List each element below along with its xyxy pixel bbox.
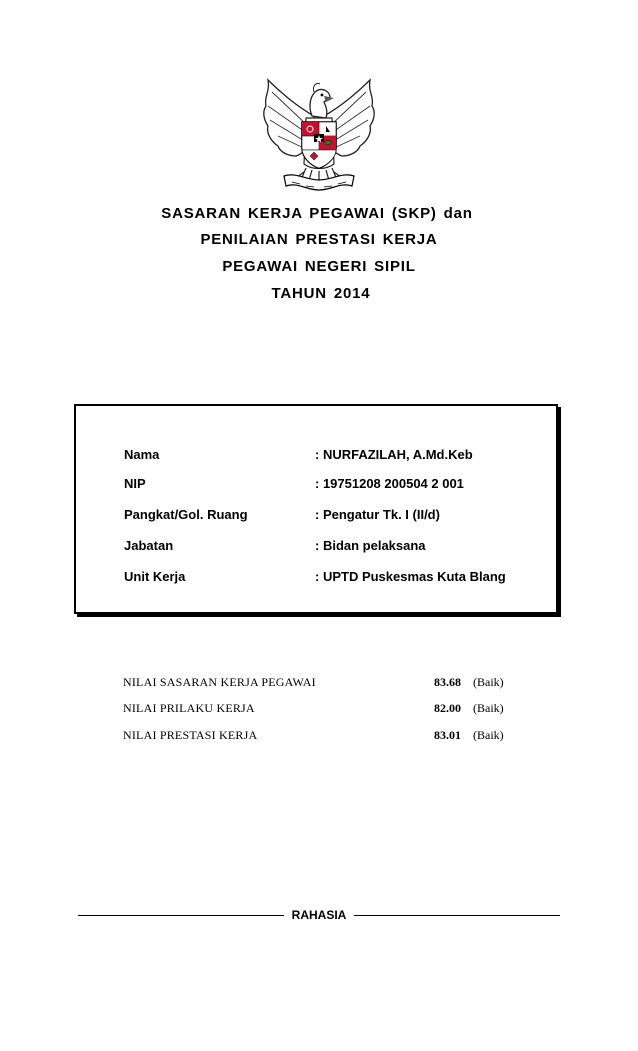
title-line-1: SASARAN KERJA PEGAWAI (SKP) dan	[161, 205, 473, 222]
info-label: Pangkat/Gol. Ruang	[124, 507, 248, 522]
info-label: Nama	[124, 447, 160, 462]
info-value: : UPTD Puskesmas Kuta Blang	[315, 569, 506, 584]
score-row-skp	[0, 675, 638, 691]
score-grade: (Baik)	[473, 728, 504, 742]
info-label: Unit Kerja	[124, 569, 186, 584]
footer-divider-left	[78, 915, 284, 916]
title-line-3: PEGAWAI NEGERI SIPIL	[222, 258, 416, 275]
garuda-emblem-icon	[256, 76, 382, 194]
info-label: NIP	[124, 476, 146, 491]
score-value: 83.01	[434, 728, 461, 742]
score-grade: (Baik)	[473, 675, 504, 689]
footer-label: RAHASIA	[291, 908, 347, 922]
employee-info-box	[74, 404, 558, 614]
score-label: NILAI SASARAN KERJA PEGAWAI	[123, 675, 316, 689]
title-line-4: TAHUN 2014	[271, 285, 371, 302]
info-value: : Bidan pelaksana	[315, 538, 426, 553]
info-value: : NURFAZILAH, A.Md.Keb	[315, 447, 473, 462]
title-line-2: PENILAIAN PRESTASI KERJA	[200, 231, 438, 248]
score-value: 82.00	[434, 701, 461, 715]
info-label: Jabatan	[124, 538, 174, 553]
score-label: NILAI PRILAKU KERJA	[123, 701, 255, 715]
info-value: : Pengatur Tk. I (II/d)	[315, 507, 440, 522]
score-row-prestasi	[0, 728, 638, 744]
score-value: 83.68	[434, 675, 461, 689]
score-label: NILAI PRESTASI KERJA	[123, 728, 258, 742]
footer-divider-right	[354, 915, 560, 916]
score-row-prilaku	[0, 701, 638, 717]
info-value: : 19751208 200504 2 001	[315, 476, 464, 491]
footer-rahasia	[78, 906, 560, 928]
score-grade: (Baik)	[473, 701, 504, 715]
